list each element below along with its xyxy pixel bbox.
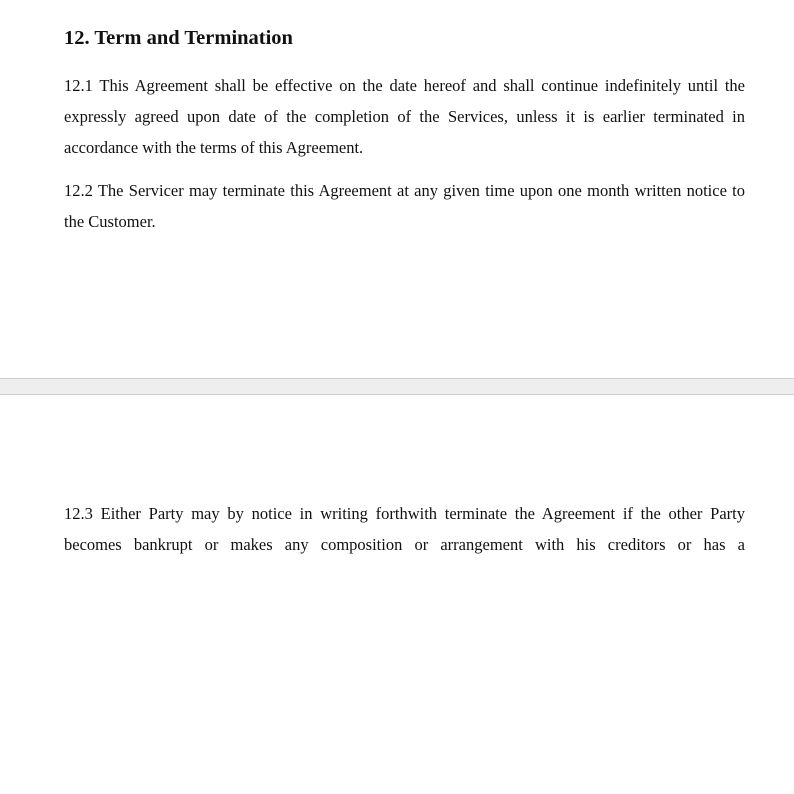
document-page-1 bbox=[0, 0, 794, 378]
clipped-previous-text-line bbox=[64, 0, 744, 3]
paragraph-12-1: 12.1 This Agreement shall be effective on the date hereof and shall continue indefinitely until the expressly agreed upon date of the completion of the Services, unless it is earlier terminated in accordance with the terms of this Agreement. bbox=[64, 76, 745, 157]
paragraph-12-2: 12.2 The Servicer may terminate this Agreement at any given time upon one month written notice to the Customer. bbox=[64, 181, 745, 231]
page-break-separator bbox=[0, 378, 794, 395]
paragraph-12-3: 12.3 Either Party may by notice in writing forthwith terminate the Agreement if the other Party becomes bankrupt or makes any composition or arrangement with his creditors or has a bbox=[64, 504, 745, 554]
document-page-2 bbox=[0, 395, 794, 794]
section-heading: 12. Term and Termination bbox=[64, 27, 293, 49]
